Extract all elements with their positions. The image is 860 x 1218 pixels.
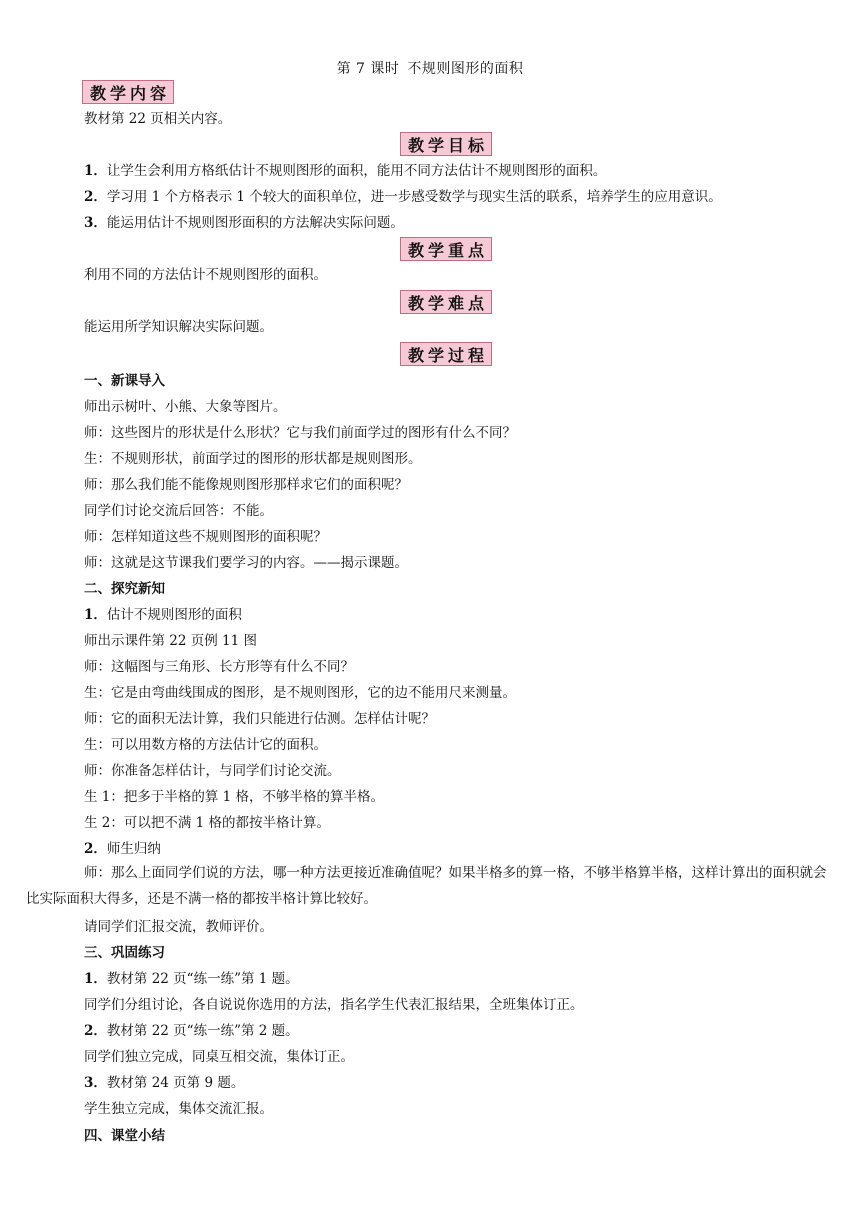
exercise-item: 2．教材第 22 页“练一练”第 2 题。 (84, 1023, 299, 1039)
text-line: 师：这幅图与三角形、长方形等有什么不同？ (84, 659, 354, 675)
text-line: 师出示课件第 22 页例 11 图 (84, 633, 258, 649)
banner-goals: 教学目标 (400, 132, 492, 156)
text-line: 同学们独立完成，同桌互相交流，集体订正。 (84, 1049, 354, 1065)
text-line: 师：它的面积无法计算，我们只能进行估测。怎样估计呢？ (84, 711, 435, 727)
text-line: 生 1：把多于半格的算 1 格，不够半格的算半格。 (84, 789, 385, 805)
exercise-item: 1．教材第 22 页“练一练”第 1 题。 (84, 971, 299, 987)
banner-content: 教学内容 (82, 80, 174, 104)
banner-key: 教学重点 (400, 237, 492, 261)
text-line: 师：那么我们能不能像规则图形那样求它们的面积呢？ (84, 477, 408, 493)
text-line: 请同学们汇报交流，教师评价。 (84, 919, 273, 935)
goal-item: 2．学习用 1 个方格表示 1 个较大的面积单位，进一步感受数学与现实生活的联系，培养学生的应用意识。 (84, 189, 722, 205)
section-heading: 一、新课导入 (84, 373, 165, 389)
difficulty-text: 能运用所学知识解决实际问题。 (84, 319, 273, 335)
lesson-number: 第 7 课时 (336, 61, 400, 77)
text-line: 同学们分组讨论，各自说说你选用的方法，指名学生代表汇报结果，全班集体订正。 (84, 997, 584, 1013)
text-line: 同学们讨论交流后回答：不能。 (84, 503, 273, 519)
text-line: 生：可以用数方格的方法估计它的面积。 (84, 737, 327, 753)
text-line: 生：它是由弯曲线围成的图形，是不规则图形，它的边不能用尺来测量。 (84, 685, 516, 701)
content-text: 教材第 22 页相关内容。 (84, 111, 232, 127)
text-line: 师：你准备怎样估计，与同学们讨论交流。 (84, 763, 341, 779)
section-heading: 二、探究新知 (84, 581, 165, 597)
goal-item: 3．能运用估计不规则图形面积的方法解决实际问题。 (84, 215, 404, 231)
text-line: 师：这就是这节课我们要学习的内容。——揭示课题。 (84, 555, 408, 571)
subheading: 1．估计不规则图形的面积 (84, 607, 242, 623)
lesson-name: 不规则图形的面积 (407, 61, 524, 77)
text-line: 师：这些图片的形状是什么形状？它与我们前面学过的图形有什么不同？ (84, 425, 516, 441)
banner-process: 教学过程 (400, 342, 492, 366)
section-heading: 三、巩固练习 (84, 945, 165, 961)
text-line: 师：怎样知道这些不规则图形的面积呢？ (84, 529, 327, 545)
text-line: 生：不规则形状，前面学过的图形的形状都是规则图形。 (84, 451, 422, 467)
section-heading: 四、课堂小结 (84, 1128, 165, 1144)
text-line: 师出示树叶、小熊、大象等图片。 (84, 399, 287, 415)
goal-item: 1．让学生会利用方格纸估计不规则图形的面积，能用不同方法估计不规则图形的面积。 (84, 163, 607, 179)
paragraph: 师：那么上面同学们说的方法，哪一种方法更接近准确值呢？如果半格多的算一格，不够半格算半格，这样计算出的面积就会比实际面积大得多，还是不满一格的都按半格计算比较好。 (26, 865, 827, 907)
text-line: 生 2：可以把不满 1 格的都按半格计算。 (84, 815, 331, 831)
subheading: 2．师生归纳 (84, 841, 161, 857)
key-text: 利用不同的方法估计不规则图形的面积。 (84, 267, 327, 283)
banner-difficulty: 教学难点 (400, 290, 492, 314)
text-line: 学生独立完成，集体交流汇报。 (84, 1101, 273, 1117)
exercise-item: 3．教材第 24 页第 9 题。 (84, 1075, 245, 1091)
lesson-title (0, 58, 860, 78)
